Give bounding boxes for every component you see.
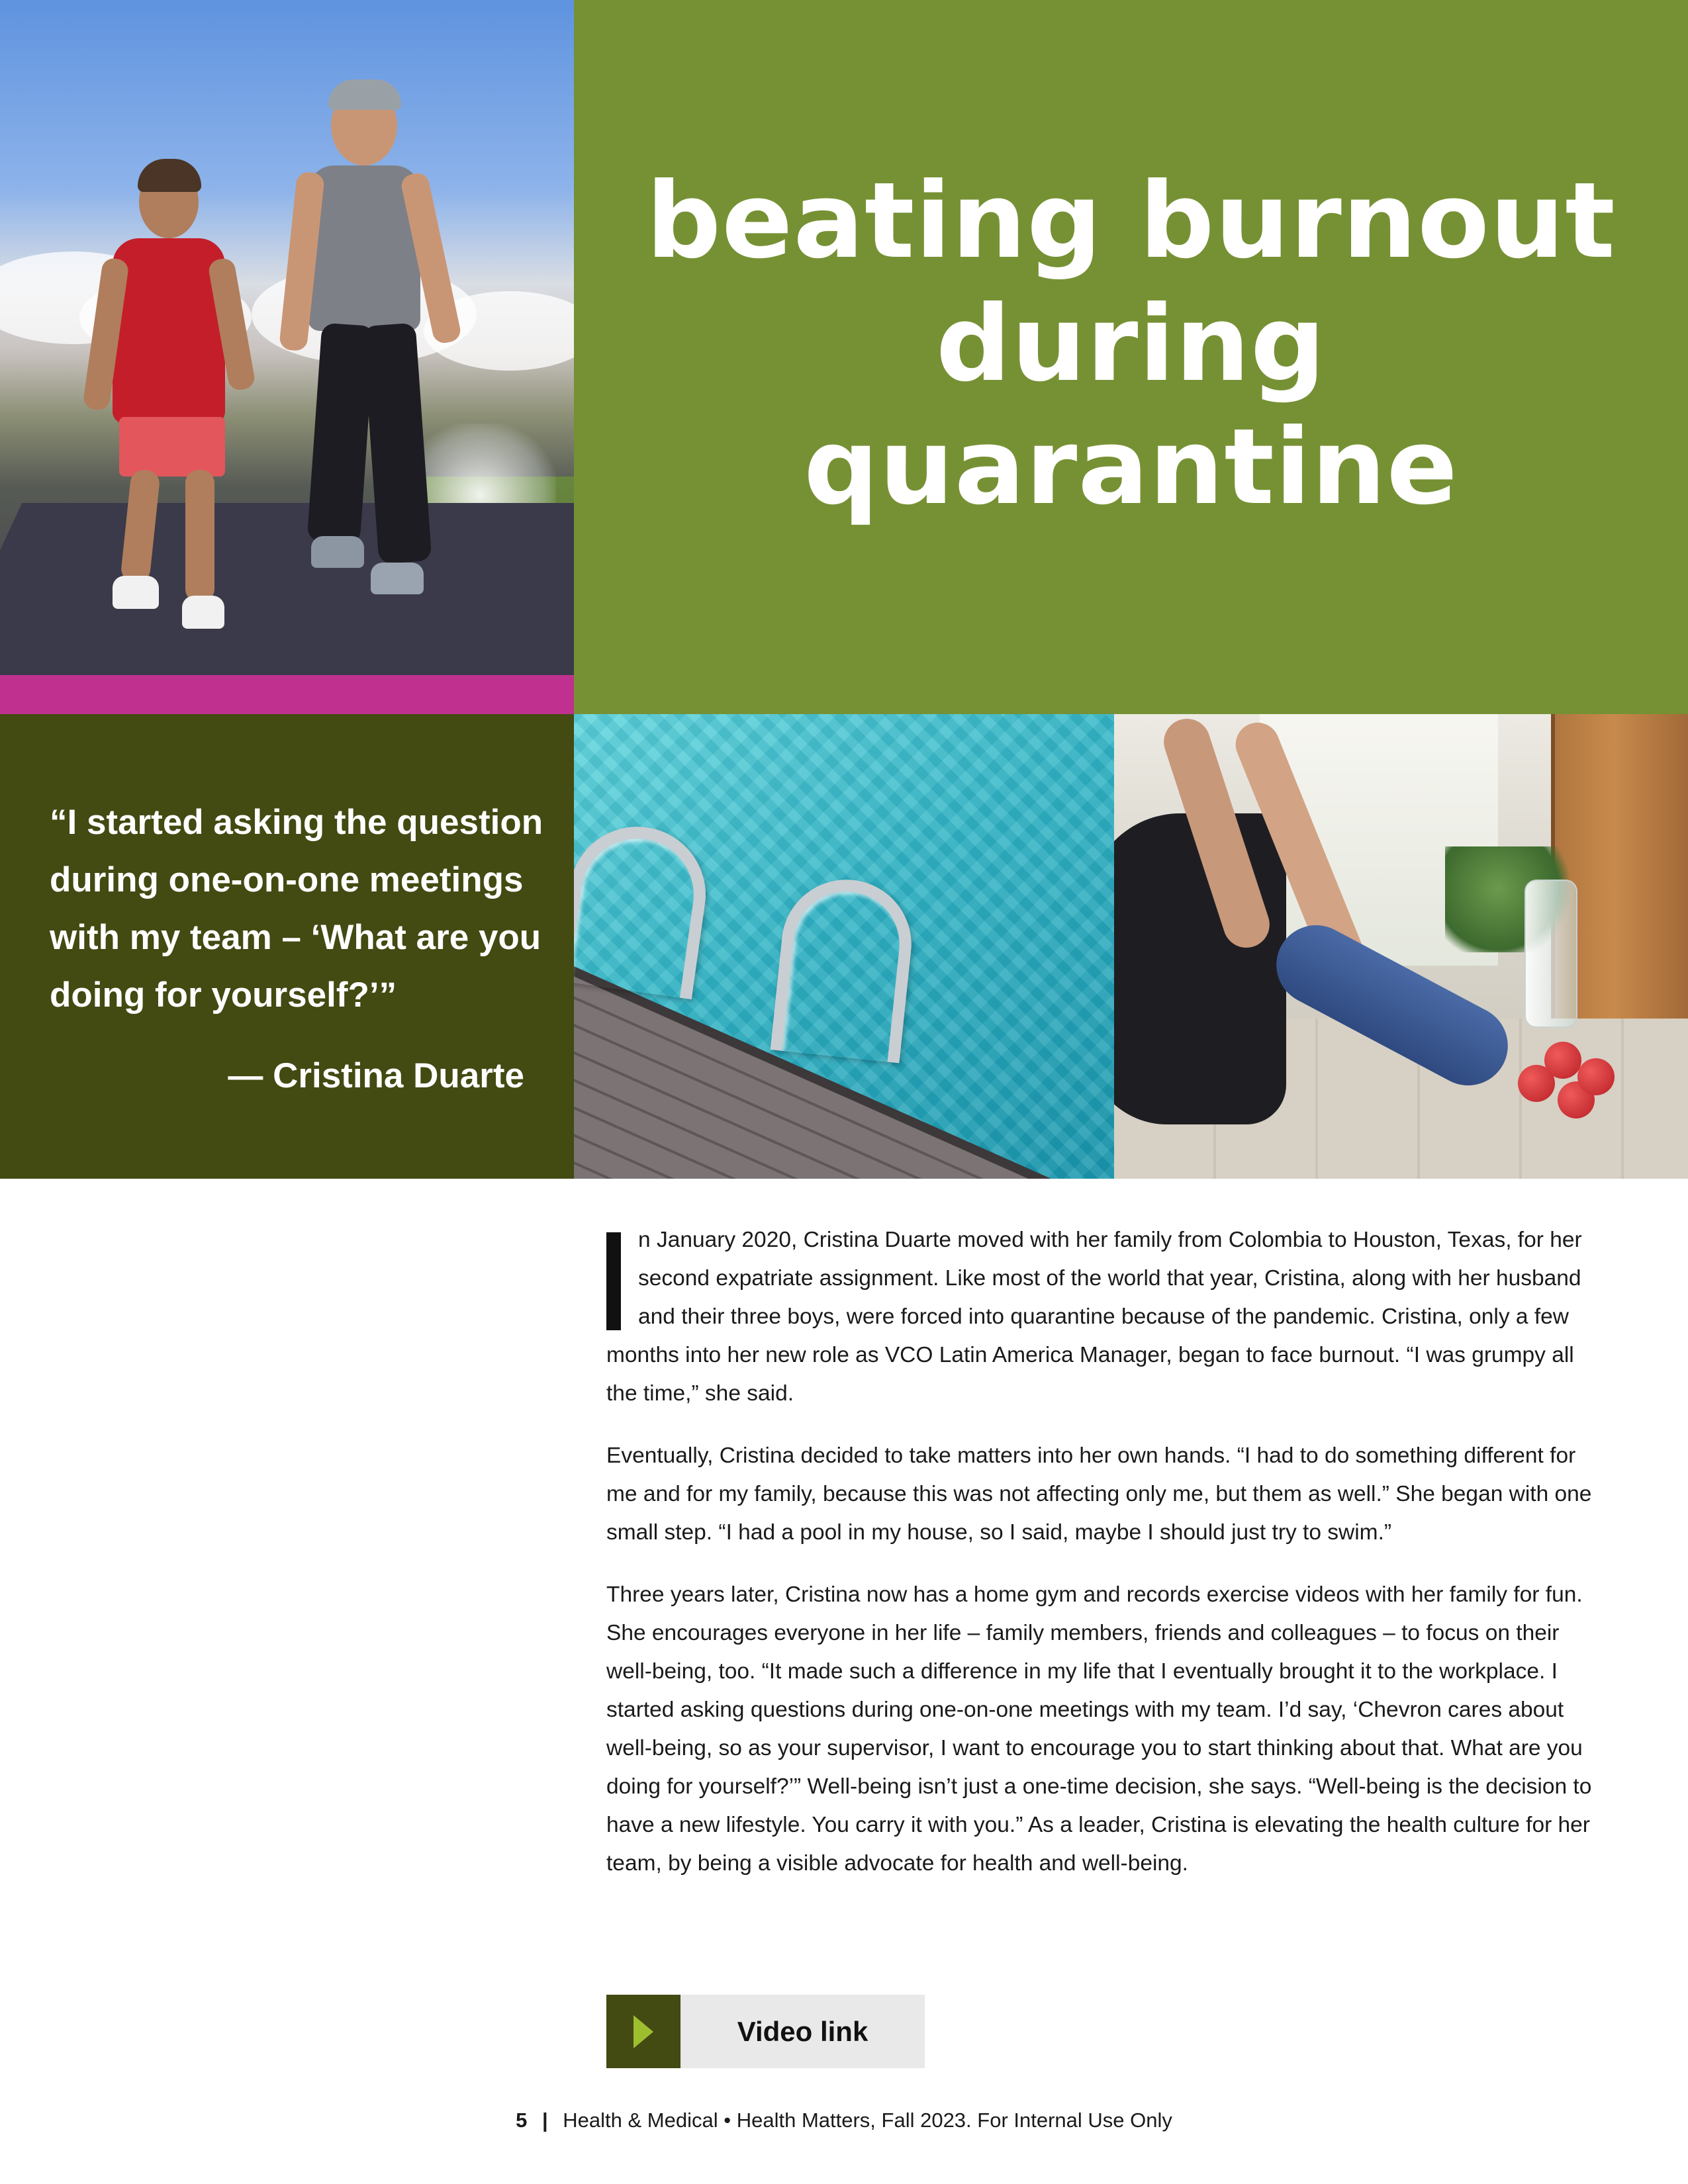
play-icon bbox=[606, 1995, 680, 2068]
video-link-label: Video link bbox=[737, 2015, 868, 2047]
title-banner bbox=[574, 0, 1688, 714]
quote-author: — Cristina Duarte bbox=[228, 1056, 524, 1095]
article-paragraph-1: n January 2020, Cristina Duarte moved with her family from Colombia to Houston, Texas, for her second expatriate assignment. Like most of the world that year, Cristina, along with her husband and their three boys, were forced into quarantine because of the pandemic. Cristina, only a few months into her new role as VCO Latin America Manager, began to face burnout. “I was grumpy all the time,” she said. bbox=[606, 1228, 1582, 1406]
page-number: 5 bbox=[516, 2109, 528, 2132]
video-link-button[interactable] bbox=[606, 1995, 925, 2068]
footer-section: Health & Medical bbox=[563, 2109, 718, 2132]
article-paragraph-2: Eventually, Cristina decided to take matters into her own hands. “I had to do something different for me and for my family, because this was not affecting only me, but them as well.” She began with one small step. “I had a pool in my house, so I said, maybe I should just try to swim.” bbox=[606, 1443, 1592, 1545]
walking-photo bbox=[0, 0, 574, 675]
footer-separator: | bbox=[541, 2109, 548, 2132]
pool-photo bbox=[574, 714, 1114, 1179]
drop-cap-i bbox=[606, 1232, 621, 1330]
yoga-photo bbox=[1114, 714, 1688, 1179]
quote-text: “I started asking the question during one-on-one meetings with my team – ‘What are you doing for yourself?’” bbox=[50, 803, 543, 1015]
page-title: beating burnout during quarantine bbox=[646, 159, 1616, 528]
magenta-accent-bar bbox=[0, 675, 574, 714]
footer-publication: • Health Matters, Fall 2023. For Internal Use Only bbox=[724, 2109, 1172, 2132]
article-body bbox=[606, 1221, 1593, 1907]
page-footer bbox=[0, 2109, 1688, 2132]
pull-quote bbox=[0, 714, 574, 1179]
article-paragraph-3: Three years later, Cristina now has a home gym and records exercise videos with her family for fun. She encourages everyone in her life – family members, friends and colleagues – to focus on their well-being, too. “It made such a difference in my life that I eventually brought it to the workplace. I started asking questions during one-on-one meetings with my team. I’d say, ‘Chevron cares about well-being, so as your supervisor, I want to encourage you to start thinking about that. What are you doing for yourself?’” Well-being isn’t just a one-time decision, she says. “Well-being is the decision to have a new lifestyle. You carry it with you.” As a leader, Cristina is elevating the health culture for her team, by being a visible advocate for health and well-being. bbox=[606, 1582, 1592, 1876]
